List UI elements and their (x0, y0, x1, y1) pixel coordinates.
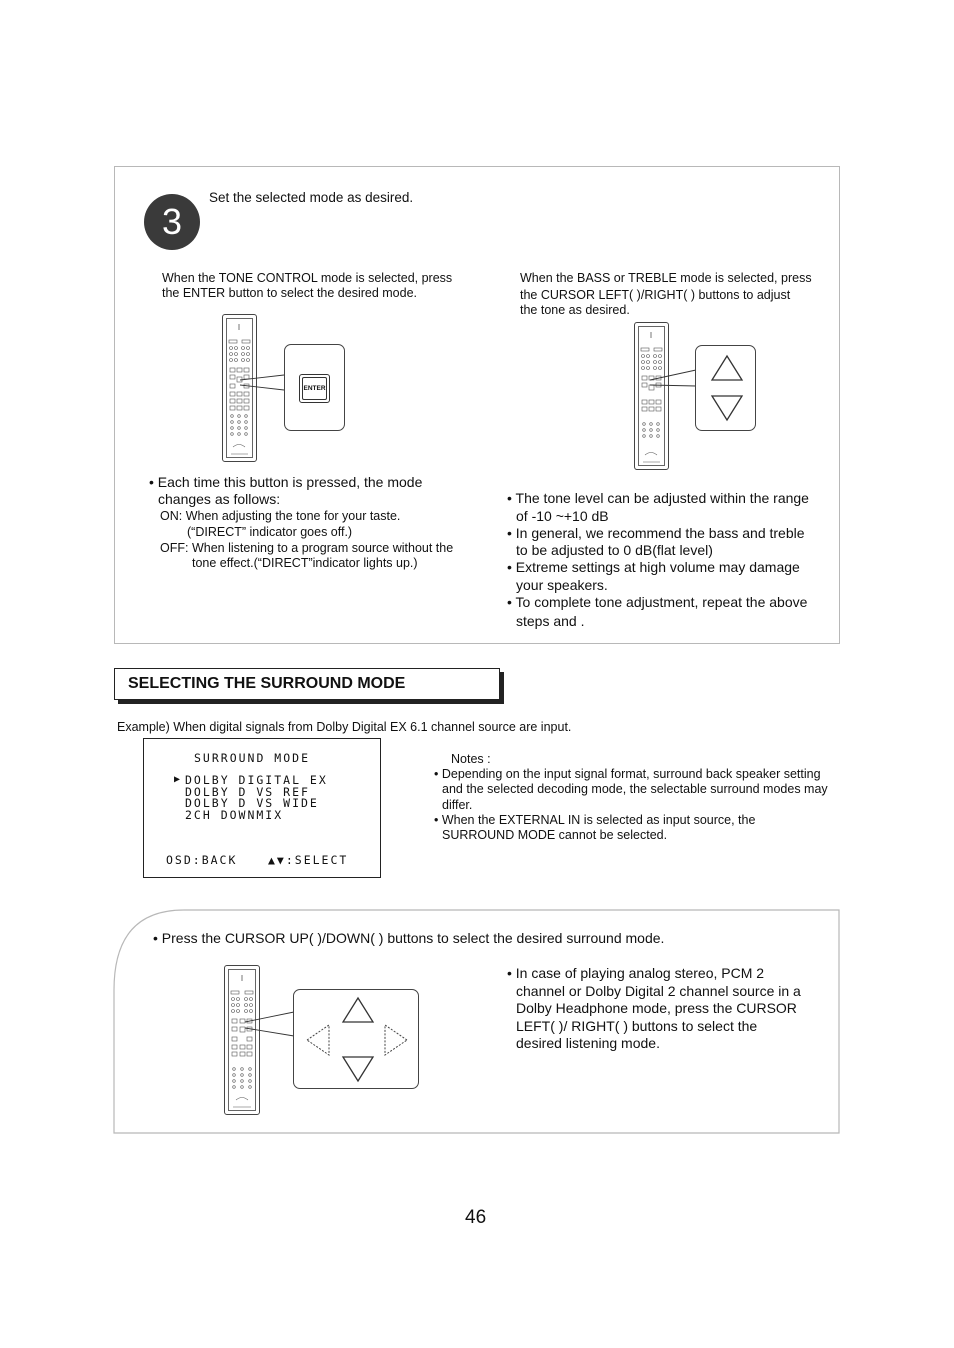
note-1-line-3: differ. (442, 798, 473, 812)
mode-change-bullet-1: • Each time this button is pressed, the mode (149, 474, 423, 490)
cursor-down-icon[interactable] (340, 1054, 376, 1084)
mode-change-bullet-2: changes as follows: (158, 491, 281, 507)
enter-button-label: ENTER (303, 385, 326, 392)
section-title-text: SELECTING THE SURROUND MODE (128, 675, 406, 692)
cursor-right-icon[interactable] (382, 1022, 410, 1058)
cursor-up-down-instruction: • Press the CURSOR UP( )/DOWN( ) buttons to select the desired surround mode. (153, 930, 665, 946)
recommend-bullet-1: • In general, we recommend the bass and treble (507, 525, 805, 541)
cursor-down-icon[interactable] (709, 393, 745, 423)
remote-detail-drawing (224, 965, 260, 1115)
bass-treble-instruction-1: When the BASS or TREBLE mode is selected, press (520, 271, 812, 285)
analog-stereo-bullet-2: channel or Dolby Digital 2 channel source in a (516, 983, 801, 999)
recommend-bullet-2: to be adjusted to 0 dB(flat level) (516, 542, 713, 558)
tone-range-bullet-1: • The tone level can be adjusted within the range (507, 490, 809, 506)
osd-title: SURROUND MODE (194, 751, 311, 765)
remote-detail-drawing (634, 322, 669, 470)
osd-footer-back: OSD:BACK (166, 853, 238, 867)
note-2-line-1: • When the EXTERNAL IN is selected as input source, the (434, 813, 756, 827)
bass-treble-instruction-2: the CURSOR LEFT( )/RIGHT( ) buttons to adjust (520, 288, 791, 302)
leader-lines (650, 350, 700, 390)
extreme-bullet-2: your speakers. (516, 577, 608, 593)
enter-button-zoom (284, 344, 345, 431)
step-number-badge: 3 (144, 194, 200, 250)
osd-item[interactable]: DOLBY D VS WIDE (185, 796, 319, 810)
complete-bullet-1: • To complete tone adjustment, repeat the above (507, 594, 808, 610)
osd-cursor-marker: ▶ (174, 774, 181, 785)
note-1-line-1: • Depending on the input signal format, surround back speaker setting (434, 767, 821, 781)
enter-button[interactable] (299, 374, 330, 403)
extreme-bullet-1: • Extreme settings at high volume may damage (507, 559, 800, 575)
cursor-up-icon[interactable] (340, 995, 376, 1025)
tone-control-instruction-2: the ENTER button to select the desired mode. (162, 286, 417, 300)
notes-title: Notes : (451, 752, 491, 766)
analog-stereo-bullet-4: LEFT( )/ RIGHT( ) buttons to select the (516, 1018, 758, 1034)
analog-stereo-bullet-1: • In case of playing analog stereo, PCM 2 (507, 965, 765, 981)
note-2-line-2: SURROUND MODE cannot be selected. (442, 828, 668, 842)
on-description-1: ON: When adjusting the tone for your taste. (160, 509, 401, 523)
tone-range-bullet-2: of -10 ~+10 dB (516, 508, 609, 524)
note-1-line-2: and the selected decoding mode, the selectable surround modes may (442, 782, 828, 796)
on-description-2: (“DIRECT” indicator goes off.) (187, 525, 353, 539)
cursor-pad-zoom (293, 989, 419, 1089)
bass-treble-instruction-3: the tone as desired. (520, 303, 630, 317)
osd-item[interactable]: DOLBY D VS REF (185, 785, 310, 799)
osd-screen (143, 738, 381, 878)
cursor-up-icon[interactable] (709, 353, 745, 383)
analog-stereo-bullet-5: desired listening mode. (516, 1035, 660, 1051)
example-text: Example) When digital signals from Dolby Digital EX 6.1 channel source are input. (117, 720, 572, 734)
complete-bullet-2: steps and . (516, 613, 585, 629)
analog-stereo-bullet-3: Dolby Headphone mode, press the CURSOR (516, 1000, 797, 1016)
page-number: 46 (465, 1207, 487, 1228)
osd-item[interactable]: 2CH DOWNMIX (185, 808, 284, 822)
osd-footer-select: ▲▼:SELECT (268, 853, 349, 867)
step-heading: Set the selected mode as desired. (209, 190, 414, 205)
off-description-1: OFF: When listening to a program source without the (160, 541, 454, 555)
off-description-2: tone effect.(“DIRECT”indicator lights up.) (192, 556, 418, 570)
cursor-up-down-zoom (695, 345, 756, 431)
osd-item[interactable]: DOLBY DIGITAL EX (185, 773, 328, 787)
section-title (114, 668, 500, 700)
cursor-left-icon[interactable] (304, 1022, 332, 1058)
leader-lines (245, 1010, 297, 1040)
tone-control-instruction-1: When the TONE CONTROL mode is selected, press (162, 271, 453, 285)
